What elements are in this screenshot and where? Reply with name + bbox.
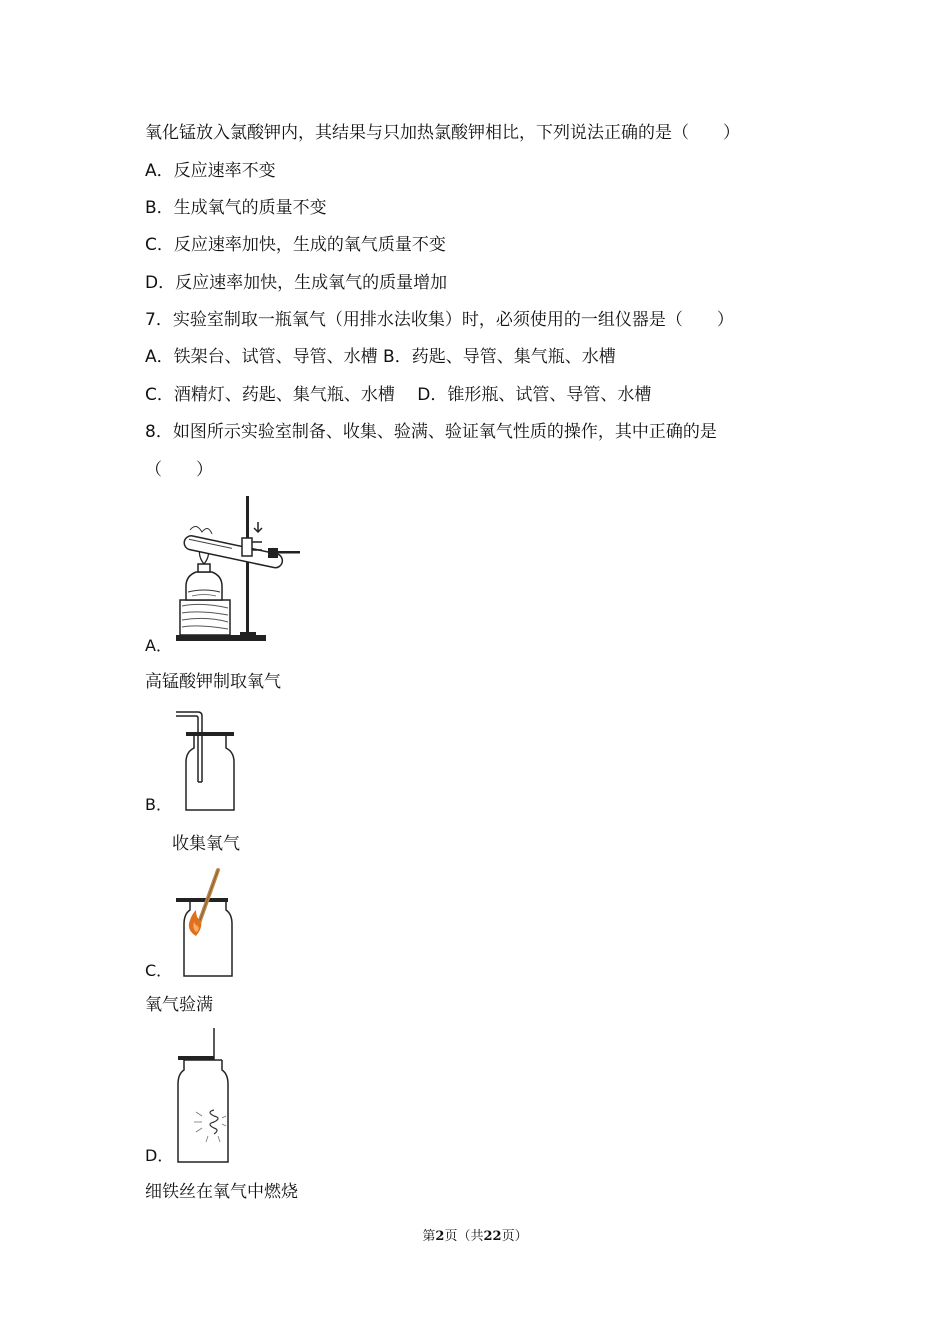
q8-option-c-label: C． xyxy=(145,961,173,980)
footer-total-pages: 22 xyxy=(483,1229,502,1244)
gas-bottle-collection-icon xyxy=(172,708,244,814)
q6-option-a: A．反应速率不变 xyxy=(145,161,276,181)
q8-option-d-label: D． xyxy=(145,1146,174,1165)
q6-option-b: B．生成氧气的质量不变 xyxy=(145,198,327,218)
q8-option-b-caption: 收集氧气 xyxy=(172,834,240,854)
q8-option-b-label: B． xyxy=(145,795,172,814)
q8-option-a-label: A． xyxy=(145,636,172,655)
q6-option-d: D．反应速率加快，生成氧气的质量增加 xyxy=(145,273,448,293)
footer-page-number: 2 xyxy=(435,1229,445,1244)
q8-stem: 8．如图所示实验室制备、收集、验满、验证氧气性质的操作，其中正确的是 xyxy=(145,422,717,442)
q7-stem: 7．实验室制取一瓶氧气（用排水法收集）时，必须使用的一组仪器是（ ） xyxy=(145,310,734,330)
q8-option-d-caption: 细铁丝在氧气中燃烧 xyxy=(145,1182,298,1202)
q6-stem: 氧化锰放入氯酸钾内，其结果与只加热氯酸钾相比，下列说法正确的是（ ） xyxy=(145,123,740,143)
footer-suffix: 页） xyxy=(501,1229,528,1244)
footer-middle: 页（共 xyxy=(444,1229,484,1244)
splint-test-icon xyxy=(172,866,244,978)
heating-apparatus-icon xyxy=(172,492,307,644)
q8-option-a-caption: 高锰酸钾制取氧气 xyxy=(145,672,281,692)
page-footer xyxy=(0,1228,950,1246)
footer-prefix: 第 xyxy=(422,1229,436,1244)
iron-wire-burning-icon xyxy=(172,1026,234,1166)
q7-options-row1: A．铁架台、试管、导管、水槽 B．药匙、导管、集气瓶、水槽 xyxy=(145,347,616,367)
q7-options-row2: C．酒精灯、药匙、集气瓶、水槽 D．锥形瓶、试管、导管、水槽 xyxy=(145,385,652,405)
q8-option-c-caption: 氧气验满 xyxy=(145,995,213,1015)
q6-option-c: C．反应速率加快，生成的氧气质量不变 xyxy=(145,235,446,255)
q8-paren: （ ） xyxy=(145,460,213,480)
